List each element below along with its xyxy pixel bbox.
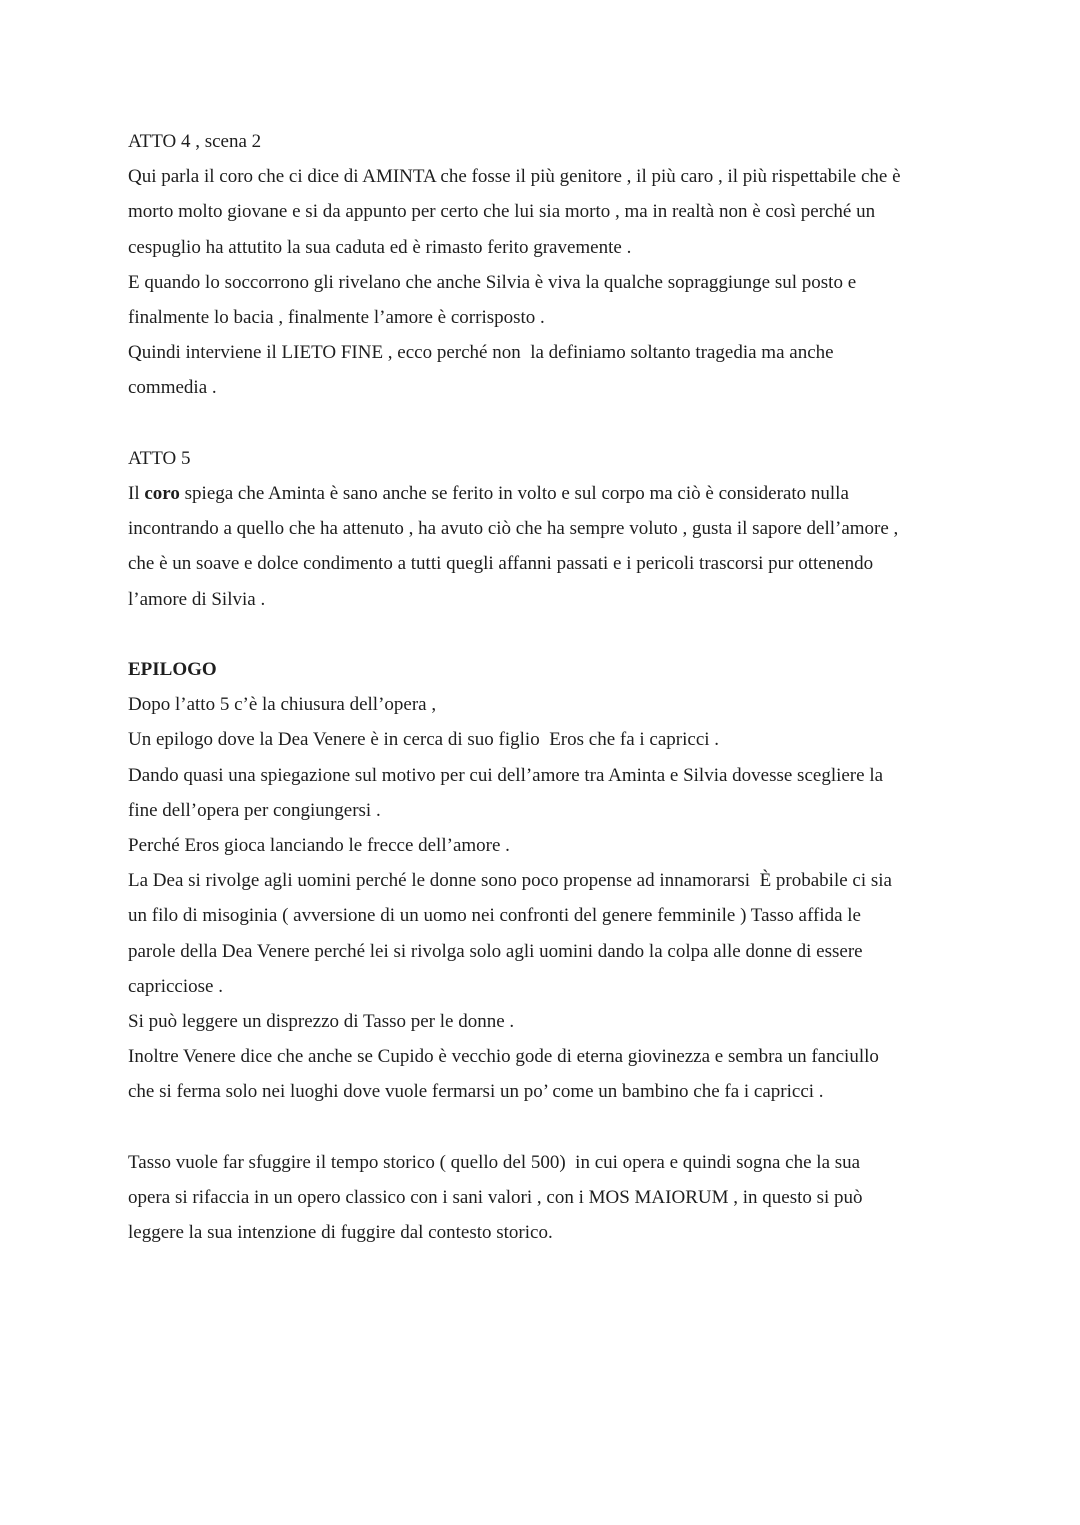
text-span: cespuglio ha attutito la sua caduta ed è rimasto ferito gravemente . (128, 236, 632, 258)
text-line (128, 1004, 972, 1039)
text-span: Dando quasi una spiegazione sul motivo per cui dell’amore tra Aminta e Silvia dovesse scegliere la (128, 764, 884, 786)
text-span: capricciose . (128, 975, 223, 997)
blank-line (128, 617, 972, 652)
text-span: ATTO 5 (128, 447, 191, 469)
text-span: Un epilogo dove la Dea Venere è in cerca di suo figlio Eros che fa i capricci . (128, 729, 720, 751)
blank-line (128, 406, 972, 441)
text-line (128, 546, 972, 581)
text-line (128, 1039, 972, 1074)
text-span: commedia . (128, 377, 217, 399)
text-line (128, 300, 972, 335)
text-line (128, 828, 972, 863)
text-line (128, 1215, 972, 1250)
text-line (128, 476, 972, 511)
text-span: Dopo l’atto 5 c’è la chiusura dell’opera , (128, 694, 437, 716)
bold-text-span: EPILOGO (128, 659, 217, 681)
blank-line (128, 1110, 972, 1145)
text-span: opera si rifaccia in un opero classico con i sani valori , con i MOS MAIORUM , in questo si può (128, 1187, 863, 1209)
text-line (128, 230, 972, 265)
text-line (128, 863, 972, 898)
text-span: Il (128, 483, 145, 505)
text-span: Si può leggere un disprezzo di Tasso per le donne . (128, 1011, 515, 1033)
text-span: fine dell’opera per congiungersi . (128, 799, 381, 821)
text-line (128, 758, 972, 793)
text-span: parole della Dea Venere perché lei si rivolga solo agli uomini dando la colpa alle donne di essere (128, 940, 863, 962)
text-line (128, 1180, 972, 1215)
text-span: Perché Eros gioca lanciando le frecce dell’amore . (128, 835, 510, 857)
text-line (128, 898, 972, 933)
text-line (128, 652, 972, 687)
text-span: incontrando a quello che ha attenuto , ha avuto ciò che ha sempre voluto , gusta il sapore dell’amore , (128, 518, 899, 540)
text-line (128, 582, 972, 617)
text-line (128, 511, 972, 546)
text-span: Quindi interviene il LIETO FINE , ecco perché non la definiamo soltanto tragedia ma anche (128, 342, 834, 364)
text-span: Qui parla il coro che ci dice di AMINTA che fosse il più genitore , il più caro , il più rispettabile che è (128, 166, 901, 188)
document-body (128, 124, 972, 1250)
text-span: leggere la sua intenzione di fuggire dal contesto storico. (128, 1222, 553, 1244)
text-span: finalmente lo bacia , finalmente l’amore è corrisposto . (128, 307, 545, 329)
text-span: un filo di misoginia ( avversione di un uomo nei confronti del genere femminile ) Tasso affida le (128, 905, 861, 927)
text-line (128, 265, 972, 300)
text-span: che è un soave e dolce condimento a tutti quegli affanni passati e i pericoli trascorsi pur ottenendo (128, 553, 874, 575)
text-span: Inoltre Venere dice che anche se Cupido è vecchio gode di eterna giovinezza e sembra un fanciullo (128, 1046, 879, 1068)
text-line (128, 441, 972, 476)
text-line (128, 722, 972, 757)
text-line (128, 1074, 972, 1109)
text-line (128, 194, 972, 229)
bold-text-span: coro (144, 483, 180, 505)
text-line (128, 793, 972, 828)
text-span: morto molto giovane e si da appunto per certo che lui sia morto , ma in realtà non è così perché un (128, 201, 876, 223)
text-line (128, 124, 972, 159)
text-span: ATTO 4 , scena 2 (128, 131, 262, 152)
text-line (128, 969, 972, 1004)
text-span: che si ferma solo nei luoghi dove vuole fermarsi un po’ come un bambino che fa i capricci . (128, 1081, 824, 1103)
text-span: l’amore di Silvia . (128, 588, 266, 610)
text-line (128, 159, 972, 194)
text-span: Tasso vuole far sfuggire il tempo storico ( quello del 500) in cui opera e quindi sogna che la sua (128, 1151, 861, 1173)
text-span: E quando lo soccorrono gli rivelano che anche Silvia è viva la qualche sopraggiunge sul posto e (128, 271, 857, 293)
text-line (128, 687, 972, 722)
text-line (128, 934, 972, 969)
text-line (128, 370, 972, 405)
text-line (128, 1145, 972, 1180)
text-span: spiega che Aminta è sano anche se ferito in volto e sul corpo ma ciò è considerato nulla (179, 483, 849, 505)
text-line (128, 335, 972, 370)
text-span: La Dea si rivolge agli uomini perché le donne sono poco propense ad innamorarsi È probabile ci sia (128, 870, 892, 892)
